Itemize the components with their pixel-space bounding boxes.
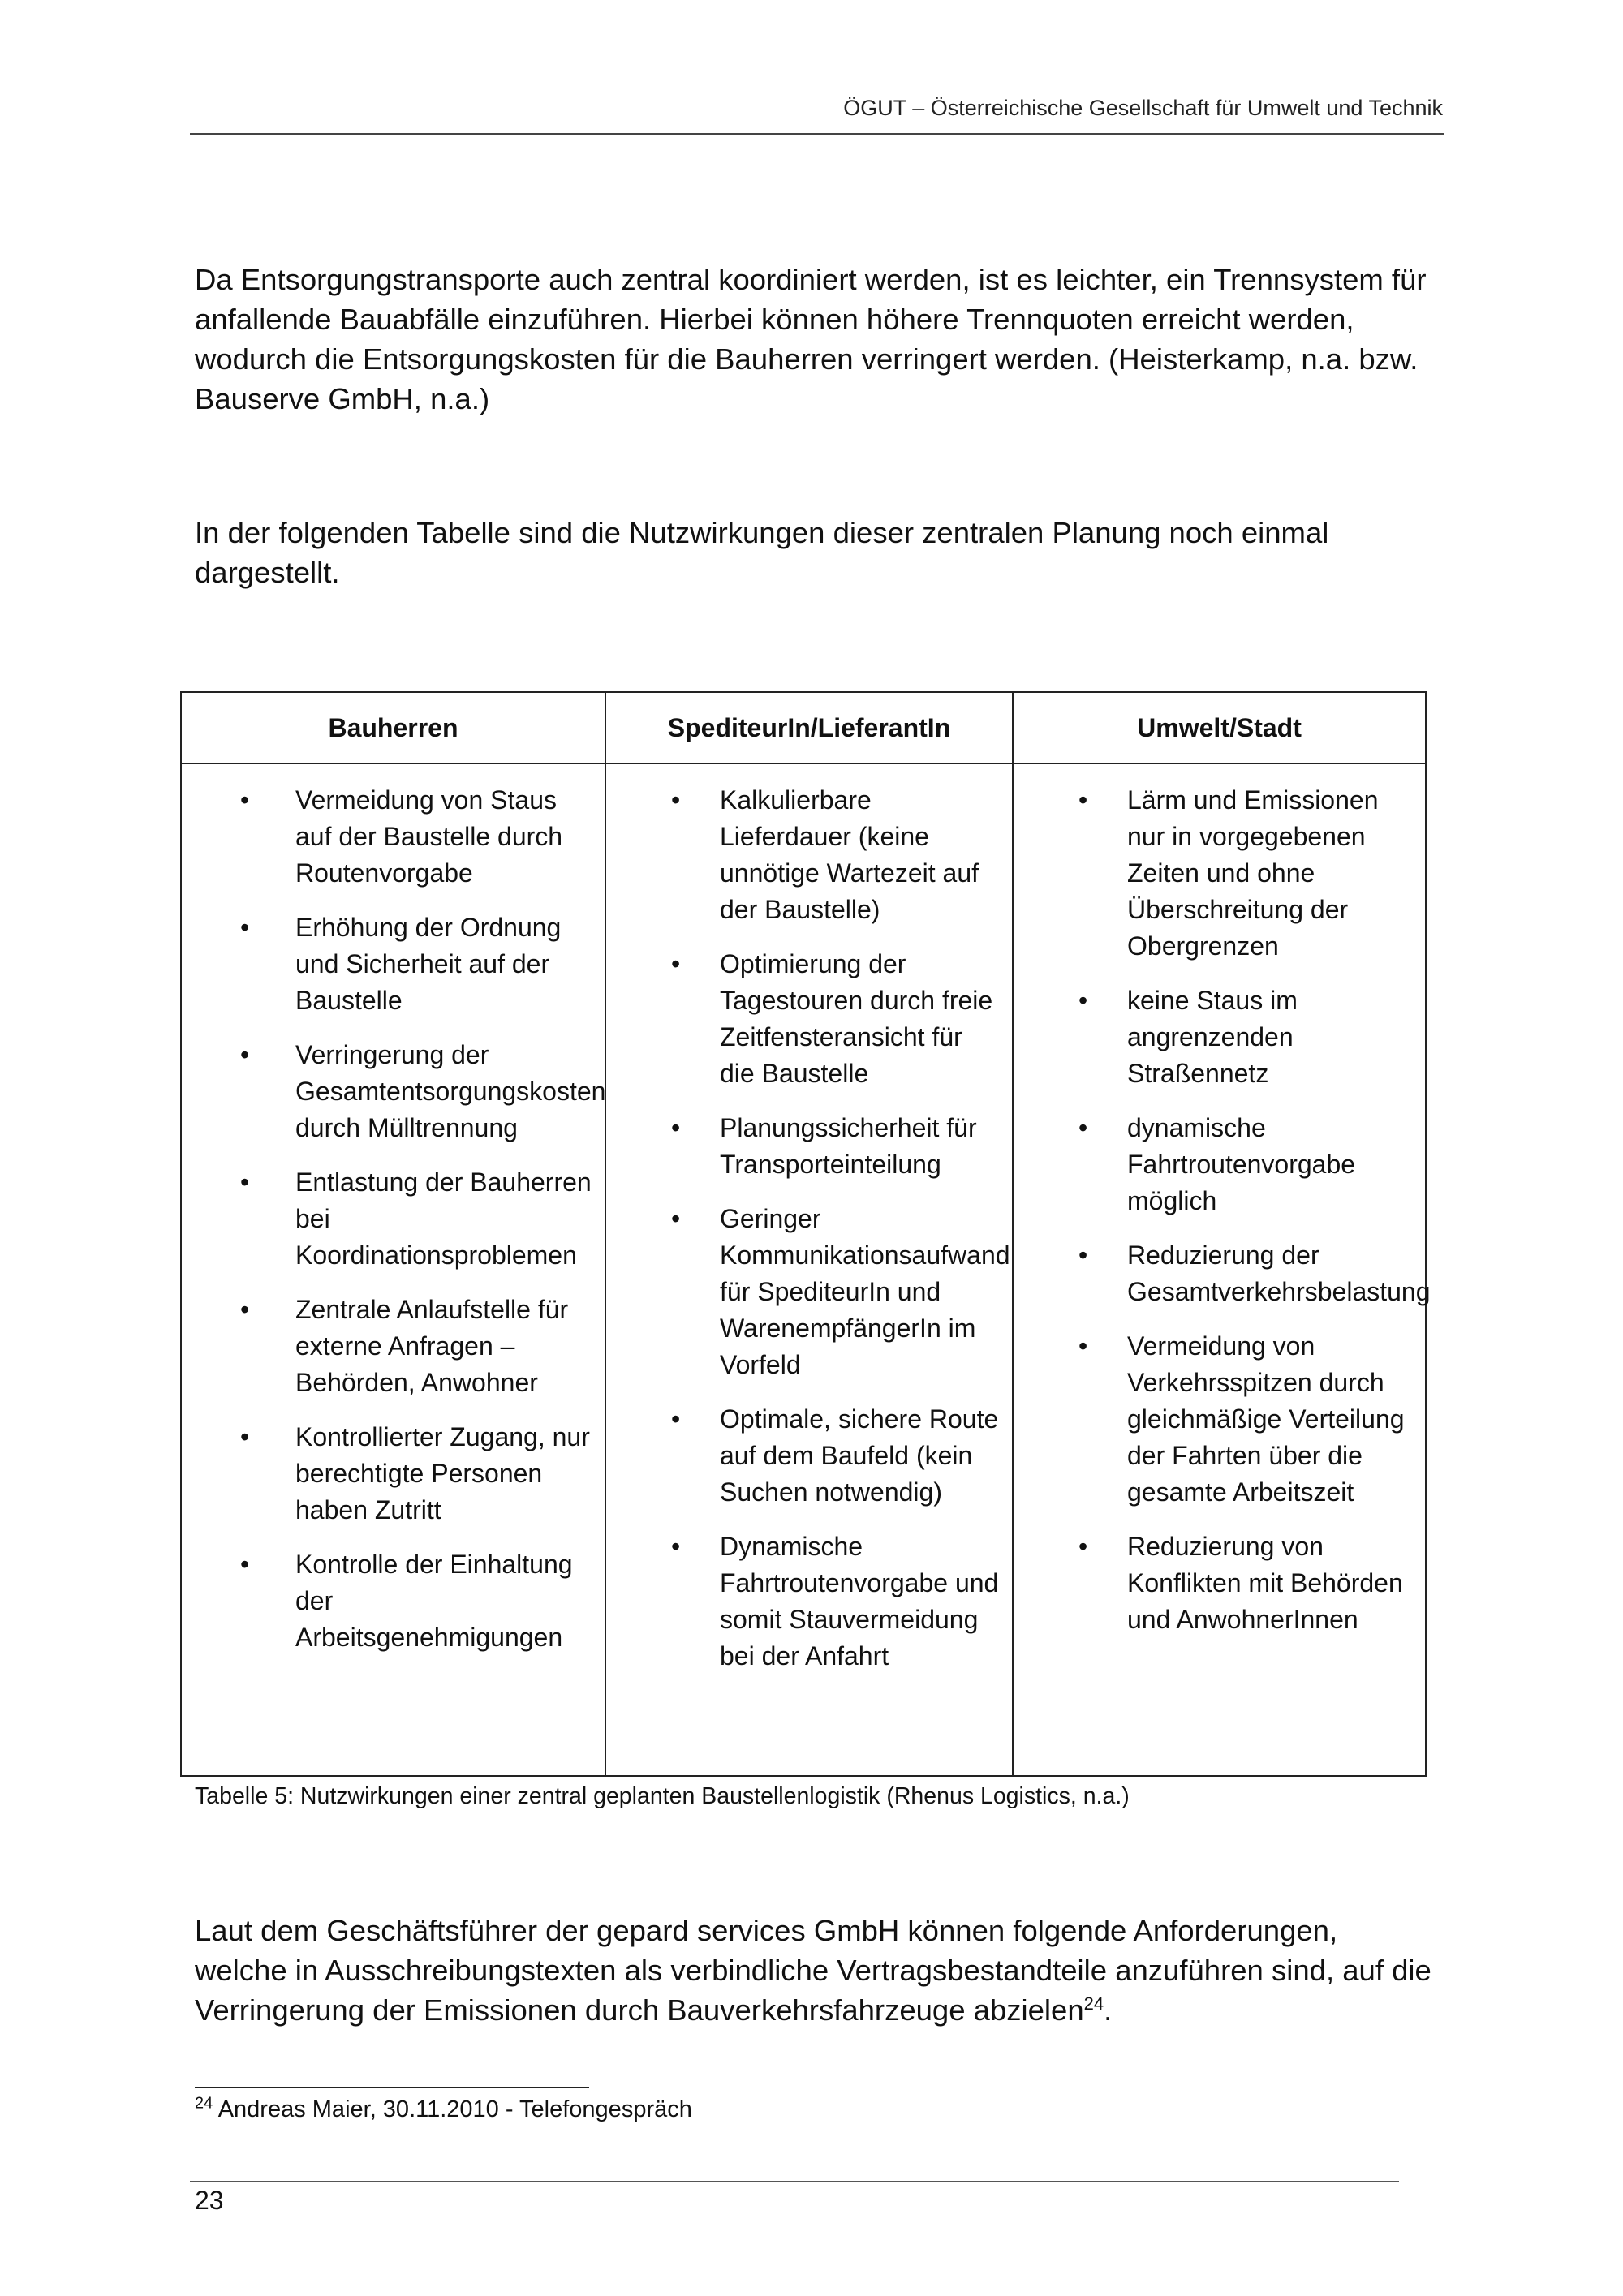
column-spediteurin <box>605 763 1013 1775</box>
list-item-text: Reduzierung von Konflikten mit Behörden und AnwohnerInnen <box>1127 1532 1403 1634</box>
list-item-text: Vermeidung von Staus auf der Baustelle durch Routenvorgabe <box>295 785 563 888</box>
bullet-icon: • <box>240 913 250 942</box>
list-item <box>182 1292 596 1401</box>
list-item-text: Erhöhung der Ordnung und Sicherheit auf der Baustelle <box>295 913 562 1015</box>
list-item-text: dynamische Fahrtroutenvorgabe möglich <box>1127 1113 1356 1215</box>
benefits-table <box>180 691 1431 1777</box>
list-item <box>182 1546 596 1656</box>
column-bauherren <box>182 763 605 1775</box>
list-item-text: Optimierung der Tagestouren durch freie Zeitfensteransicht für die Baustelle <box>720 949 993 1088</box>
footer-divider <box>190 2181 1399 2182</box>
list-item <box>1014 782 1417 965</box>
bullet-icon: • <box>1078 785 1088 815</box>
list-item <box>182 1164 596 1274</box>
footnote-number: 24 <box>195 2094 213 2113</box>
list-item-text: Lärm und Emissionen nur in vorgegebenen Zeiten und ohne Überschreitung der Obergrenzen <box>1127 785 1379 961</box>
bullet-icon: • <box>671 1404 681 1434</box>
column-umwelt <box>1013 763 1431 1775</box>
bullet-icon: • <box>1078 1532 1088 1561</box>
paragraph-3 <box>195 1911 1436 2030</box>
footnote <box>195 2096 692 2123</box>
paragraph-3-end: . <box>1104 1993 1113 2027</box>
bullet-icon: • <box>240 1550 250 1579</box>
bullet-icon: • <box>671 1204 681 1233</box>
list-item-text: Planungssicherheit für Transporteinteilung <box>720 1113 977 1179</box>
bullet-icon: • <box>1078 1240 1088 1270</box>
list-item-text: Reduzierung der Gesamtverkehrsbelastung <box>1127 1240 1431 1306</box>
paragraph-2: In der folgenden Tabelle sind die Nutzwirkungen dieser zentralen Planung noch einmal dargestellt. <box>195 516 1329 589</box>
bullet-icon: • <box>240 1040 250 1069</box>
list-item-text: Zentrale Anlaufstelle für externe Anfragen – Behörden, Anwohner <box>295 1295 569 1397</box>
bullet-icon: • <box>1078 986 1088 1015</box>
table-caption: Tabelle 5: Nutzwirkungen einer zentral geplanten Baustellenlogistik (Rhenus Logistics, n.a.) <box>195 1783 1130 1809</box>
bullet-icon: • <box>671 949 681 978</box>
list-item-text: Kontrollierter Zugang, nur berechtigte Personen haben Zutritt <box>295 1422 590 1524</box>
list-item <box>182 782 596 892</box>
bullet-icon: • <box>240 1422 250 1451</box>
list-item-text: Entlastung der Bauherren bei Koordinationsproblemen <box>295 1167 592 1270</box>
bullet-icon: • <box>240 785 250 815</box>
list-item-text: Verringerung der Gesamtentsorgungskosten durch Mülltrennung <box>295 1040 606 1142</box>
list-item <box>606 946 1004 1092</box>
header-title: ÖGUT – Österreichische Gesellschaft für Umwelt und Technik <box>843 96 1443 120</box>
footnote-text: Andreas Maier, 30.11.2010 - Telefongespräch <box>213 2096 692 2122</box>
list-item <box>606 1401 1004 1511</box>
list-item <box>606 1201 1010 1383</box>
list-item <box>606 1110 1004 1183</box>
list-item-text: Optimale, sichere Route auf dem Baufeld (kein Suchen notwendig) <box>720 1404 999 1507</box>
list-item-text: Vermeidung von Verkehrsspitzen durch gleichmäßige Verteilung der Fahrten über die gesamte Arbeitszeit <box>1127 1331 1405 1507</box>
bullet-icon: • <box>240 1167 250 1197</box>
list-item-text: Dynamische Fahrtroutenvorgabe und somit Stauvermeidung bei der Anfahrt <box>720 1532 999 1670</box>
bullet-icon: • <box>671 1532 681 1561</box>
list-item <box>606 1529 1004 1675</box>
list-item <box>606 782 1004 928</box>
list-item-text: keine Staus im angrenzenden Straßennetz <box>1127 986 1298 1088</box>
list-item <box>1014 1237 1431 1310</box>
bullet-icon: • <box>671 1113 681 1142</box>
bullet-icon: • <box>240 1295 250 1324</box>
paragraph-3-text: Laut dem Geschäftsführer der gepard services GmbH können folgende Anforderungen, welche in Ausschreibungstexten als verbindliche Vertragsbestandteile anzuführen sind, auf die Verringerung der Emissionen durch Bauverkehrsfahrzeuge abzielen <box>195 1914 1431 2027</box>
list-item <box>1014 1328 1417 1511</box>
bullet-icon: • <box>1078 1113 1088 1142</box>
column-header-umwelt: Umwelt/Stadt <box>1013 693 1425 763</box>
column-header-bauherren: Bauherren <box>182 693 605 763</box>
list-item-text: Kontrolle der Einhaltung der Arbeitsgenehmigungen <box>295 1550 573 1652</box>
list-item <box>1014 982 1417 1092</box>
list-item <box>1014 1110 1417 1219</box>
list-item <box>182 1419 596 1529</box>
footnote-reference: 24 <box>1083 1993 1104 2014</box>
list-item-text: Geringer Kommunikationsaufwand für SpediteurIn und WarenempfängerIn im Vorfeld <box>720 1204 1010 1379</box>
header-divider <box>190 133 1444 135</box>
bullet-icon: • <box>671 785 681 815</box>
bullet-icon: • <box>1078 1331 1088 1361</box>
list-item-text: Kalkulierbare Lieferdauer (keine unnötige Wartezeit auf der Baustelle) <box>720 785 979 924</box>
page-number: 23 <box>195 2186 224 2215</box>
list-item <box>1014 1529 1417 1638</box>
list-item <box>182 909 596 1019</box>
column-header-spediteurin: SpediteurIn/LieferantIn <box>605 693 1013 763</box>
paragraph-1: Da Entsorgungstransporte auch zentral koordiniert werden, ist es leichter, ein Trennsystem für anfallende Bauabfälle einzuführen. Hierbei können höhere Trennquoten erreicht werden, wodurch die Entsorgungskosten für die Bauherren verringert werden. (Heisterkamp, n.a. bzw. Bauserve GmbH, n.a.) <box>195 263 1427 415</box>
footnote-divider <box>195 2087 589 2088</box>
list-item <box>182 1037 606 1146</box>
